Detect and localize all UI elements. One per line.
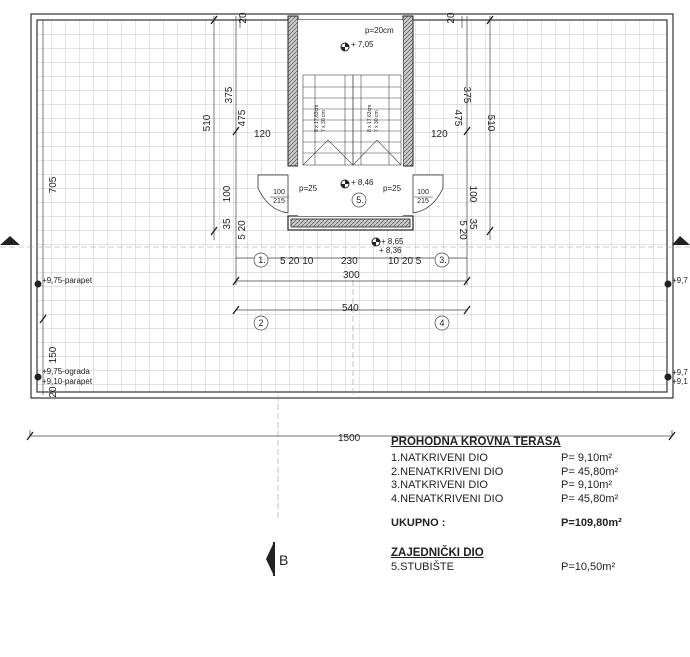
dim-120-right: 120	[431, 129, 448, 140]
level-landing: + 8,46	[351, 178, 374, 187]
door-right-height: 215	[417, 198, 429, 205]
door-right-width: 100	[417, 189, 429, 196]
level-right-1: +9,7	[672, 276, 688, 285]
dim-5-20-left: 5 20	[237, 220, 248, 240]
stair-run-right-2: 7 x 30 cm	[374, 110, 380, 132]
dim-20-top-left: 20	[238, 12, 249, 24]
zone-3-label: 3.	[439, 255, 447, 265]
legend-row	[391, 466, 681, 480]
zone-2-label: 2	[258, 318, 264, 328]
legend-row	[391, 493, 681, 507]
door-left-width: 100	[273, 189, 285, 196]
zone-4-label: 4	[439, 318, 445, 328]
zone-5-label: 5.	[356, 195, 364, 205]
area-legend	[391, 436, 681, 574]
dim-35-left: 35	[222, 218, 233, 230]
stair-p25-left: p=25	[299, 184, 318, 193]
dim-230: 230	[341, 256, 358, 267]
level-top: + 7,05	[351, 40, 374, 49]
legend-item-value: P= 45,80m²	[561, 465, 619, 478]
legend-row	[391, 479, 681, 493]
stair-run-left-2: 7 x 30 cm	[321, 110, 327, 132]
dim-510-right: 510	[485, 114, 496, 132]
legend-item-label: 4.NENATKRIVENI DIO	[391, 492, 504, 505]
dim-20-bottom: 20	[48, 386, 59, 398]
legend-item-value: P= 9,10m²	[561, 452, 613, 464]
dim-120-left: 120	[254, 129, 271, 140]
stair-run-right: 8 x 17,63cm	[367, 104, 373, 132]
dim-100-right: 100	[467, 185, 478, 203]
dim-100-left: 100	[222, 185, 233, 203]
legend-row	[391, 452, 681, 466]
legend-title: PROHODNA KROVNA TERASA	[391, 436, 561, 448]
dim-375-right: 375	[461, 86, 472, 104]
level-ograda: +9,75-ograda	[42, 367, 90, 376]
level-right-3: +9,1	[672, 377, 688, 386]
legend-total-row	[391, 517, 681, 531]
dim-510-left: 510	[202, 114, 213, 132]
legend-item-label: 2.NENATKRIVENI DIO	[391, 465, 504, 478]
dim-35-right: 35	[467, 218, 478, 230]
level-parapet-left: +9,75-parapet	[42, 276, 93, 285]
stair-run-left: 8 x 17,63cm	[314, 104, 320, 132]
section-arrow-icon	[266, 542, 274, 576]
dim-475-right: 475	[452, 109, 463, 127]
legend-total-label: UKUPNO :	[391, 517, 446, 529]
stair-p20: p=20cm	[365, 26, 394, 35]
zone-1-label: 1.	[258, 255, 266, 265]
dim-10-20-5: 10 20 5	[388, 256, 422, 267]
level-right-2: +9,7	[672, 368, 688, 377]
dim-300: 300	[343, 270, 360, 281]
door-left-height: 215	[273, 198, 285, 205]
stair-p25-right: p=25	[383, 184, 402, 193]
dim-20-top-right: 20	[446, 12, 457, 24]
legend-item-value: P= 9,10m²	[561, 479, 613, 491]
legend-total-value: P=109,80m²	[561, 517, 622, 529]
dim-705: 705	[48, 176, 59, 194]
dim-475-left: 475	[237, 109, 248, 127]
level-terrace: + 8,65	[381, 237, 404, 246]
legend-item-label: 1.NATKRIVENI DIO	[391, 452, 488, 464]
legend-row	[391, 561, 681, 575]
dim-5-20-10: 5 20 10	[280, 256, 314, 267]
section-marker-label: B	[279, 552, 289, 568]
legend-item-label: 5.STUBIŠTE	[391, 560, 454, 573]
dim-1500: 1500	[338, 433, 361, 444]
legend-item-value: P=10,50m²	[561, 560, 616, 573]
dim-5-20-right: 5 20	[457, 220, 468, 240]
level-parapet-low: +9,10-parapet	[42, 377, 93, 386]
level-terrace-sub: + 8,36	[379, 246, 402, 255]
dim-375-left: 375	[224, 86, 235, 104]
dim-150: 150	[48, 346, 59, 364]
legend-common-title: ZAJEDNIČKI DIO	[391, 546, 484, 559]
legend-item-value: P= 45,80m²	[561, 492, 619, 505]
dim-540: 540	[342, 303, 359, 314]
section-marker-b	[265, 540, 305, 580]
legend-item-label: 3.NATKRIVENI DIO	[391, 479, 488, 491]
